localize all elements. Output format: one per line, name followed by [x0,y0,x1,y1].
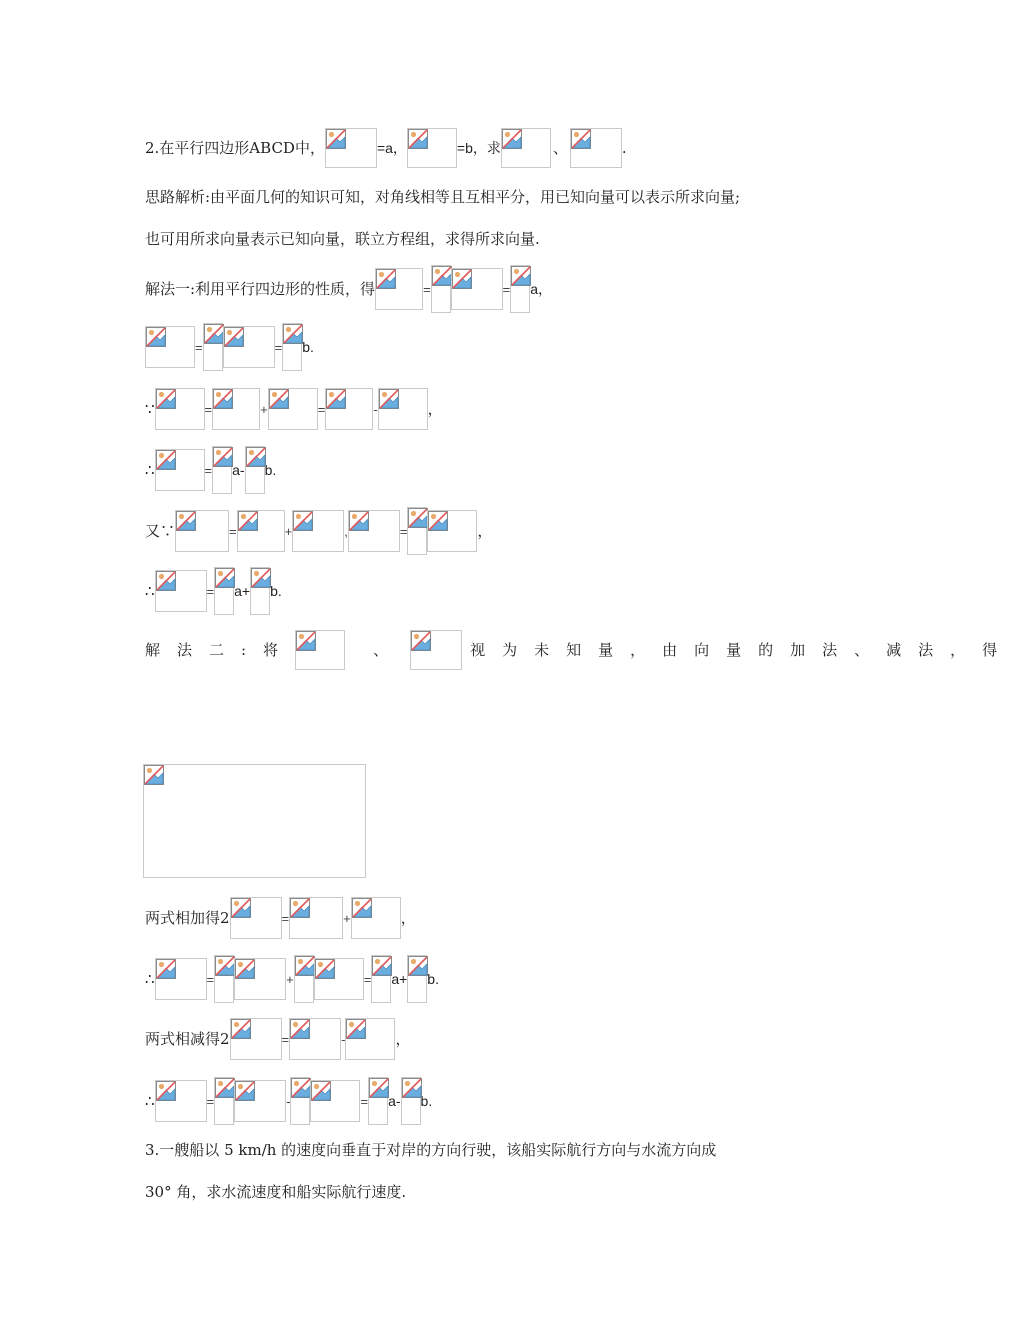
method2-line-1 [145,630,1014,670]
b-dot: b. [264,462,277,478]
fraction-image [407,955,427,1003]
minus: - [341,1031,346,1047]
broken-image-icon [408,508,428,528]
broken-image-icon [235,1081,255,1101]
b-dot: b. [270,583,282,599]
broken-image-icon [369,1078,389,1098]
vector-image [310,1080,360,1122]
broken-image-icon [376,269,396,289]
plus: + [343,910,351,926]
equals: = [229,523,237,539]
broken-image-icon [379,389,399,409]
equals: = [281,910,290,926]
method1-line-6 [145,567,282,615]
broken-image-icon [224,327,244,347]
plus: + [260,401,268,417]
method1-line-2 [145,323,314,371]
fraction-image [294,955,314,1003]
therefore-symbol: ∴ [145,581,155,600]
broken-image-icon [349,511,369,531]
broken-image-icon [432,266,452,286]
q2-eq-b: =b，求 [456,140,501,156]
broken-image-icon [452,269,472,289]
method2-intro: 解法二:将 [145,640,296,659]
vector-image [378,388,428,430]
vector-image [230,897,282,939]
vector-image [501,128,551,168]
fraction-image [203,323,223,371]
broken-image-icon [290,1019,310,1039]
fraction-image [214,1077,234,1125]
broken-image-icon [511,266,531,286]
broken-image-icon [213,389,233,409]
analysis-line-1 [145,190,740,205]
broken-image-icon [215,956,235,976]
vector-image [234,958,286,1000]
plus: + [286,971,294,987]
fraction-image [368,1077,388,1125]
vector-image [155,449,205,491]
equals: = [360,1093,369,1109]
broken-image-icon [291,1078,311,1098]
method1-intro: 解法一:利用平行四边形的性质，得 [145,279,376,298]
broken-image-icon [283,324,303,344]
fraction-image [214,955,234,1003]
vector-image [155,958,207,1000]
broken-image-icon [402,1078,422,1098]
broken-image-icon [156,959,176,979]
because-symbol: ∵ [145,399,155,418]
method2-text: 视为未知量，由向量的加法、减法，得 [470,640,1014,659]
vector-image [427,510,477,552]
broken-image-icon [408,129,428,149]
broken-image-icon [231,898,251,918]
vector-image [570,128,622,168]
broken-image-icon [326,389,346,409]
broken-image-icon [296,631,316,651]
equals: = [274,339,283,355]
fraction-image [510,265,530,313]
broken-image-icon [156,389,176,409]
equals: = [206,583,215,599]
fraction-image [431,265,451,313]
vector-image [268,388,318,430]
broken-image-icon [156,571,176,591]
q3-text-1: 3.一艘船以 5 km/h 的速度向垂直于对岸的方向行驶，该船实际航行方向与水流方向成 [145,1141,717,1159]
equals: = [195,339,203,355]
method2-diff-result [145,1077,432,1125]
vector-image [410,630,462,670]
fraction-image [212,446,232,494]
q2-sep: 、 [552,138,568,157]
analysis-text-1: 思路解析:由平面几何的知识可知，对角线相等且互相平分，用已知向量可以表示所求向量; [145,188,741,206]
vector-image [351,897,401,939]
q3-line-2 [145,1185,406,1200]
vector-image [451,268,503,310]
broken-image-icon [411,631,431,651]
vector-image [155,388,205,430]
broken-image-icon [215,1078,235,1098]
broken-image-icon [144,765,164,785]
vector-image [295,630,345,670]
a-minus: a- [388,1093,401,1109]
vector-image [375,268,423,310]
broken-image-icon [352,898,372,918]
vector-image [234,1080,286,1122]
therefore-symbol: ∴ [145,1091,155,1110]
equals: = [363,971,372,987]
broken-image-icon [315,959,335,979]
analysis-line-2 [145,232,540,247]
equation-system-image [143,764,366,882]
vector-image [155,570,207,612]
vector-image [175,510,229,552]
broken-image-icon [295,956,315,976]
therefore-symbol: ∴ [145,969,155,988]
vector-image [143,764,366,878]
vector-image [292,510,344,552]
broken-image-icon [215,568,235,588]
method2-sum-line [145,897,416,939]
plus: + [284,523,293,539]
broken-image-icon [408,956,428,976]
also-because: 又∵ [145,521,176,540]
broken-image-icon [346,1019,366,1039]
broken-image-icon [231,1019,251,1039]
broken-image-icon [246,447,266,467]
analysis-text-2: 也可用所求向量表示已知向量，联立方程组，求得所求向量. [145,230,540,248]
b-dot: b. [427,971,439,987]
broken-image-icon [326,129,346,149]
diff-intro: 两式相减得2 [145,1029,230,1048]
method2-sep: 、 [373,640,389,659]
method2-sum-result [145,955,439,1003]
broken-image-icon [235,959,255,979]
fraction-image [214,567,234,615]
comma: , [344,523,348,539]
broken-image-icon [204,324,224,344]
broken-image-icon [502,129,522,149]
vector-image [145,326,195,368]
q3-line-1 [145,1143,716,1158]
minus: - [286,1093,291,1109]
equals: = [423,281,431,297]
q2-end: . [621,138,627,157]
fraction-image [371,955,391,1003]
vector-image [325,388,373,430]
vector-image [212,388,260,430]
vector-image [237,510,285,552]
q2-prefix: 2.在平行四边形ABCD中， [145,138,325,157]
broken-image-icon [293,511,313,531]
minus: - [373,401,378,417]
vector-image [289,897,343,939]
vector-image [155,1080,207,1122]
broken-image-icon [571,129,591,149]
q3-text-2: 30° 角，求水流速度和船实际航行速度. [145,1183,407,1201]
equals: = [502,281,511,297]
broken-image-icon [251,568,271,588]
broken-image-icon [213,447,233,467]
b-dot: b. [420,1093,433,1109]
broken-image-icon [269,389,289,409]
sum-intro: 两式相加得2 [145,908,230,927]
comma: ， [477,521,493,540]
therefore-symbol: ∴ [145,460,155,479]
broken-image-icon [372,956,392,976]
comma: ， [395,1029,411,1048]
broken-image-icon [238,511,258,531]
equals: = [204,462,213,478]
broken-image-icon [176,511,196,531]
broken-image-icon [156,450,176,470]
equals: = [317,401,326,417]
vector-image [289,1018,341,1060]
q2-eq-a: =a， [376,140,407,156]
method1-line-1 [145,265,552,313]
comma: ， [400,908,416,927]
fraction-image [245,446,265,494]
fraction-image [407,507,427,555]
broken-image-icon [146,327,166,347]
method1-line-3 [145,388,443,430]
vector-image [230,1018,282,1060]
comma: ， [427,399,443,418]
equals: = [399,523,408,539]
vector-image [348,510,400,552]
fraction-image [401,1077,421,1125]
a-plus: a+ [234,583,251,599]
vector-image [407,128,457,168]
method2-diff-line [145,1018,411,1060]
b-end: b. [302,339,314,355]
vector-image [345,1018,395,1060]
a-plus: a+ [391,971,408,987]
equals: = [281,1031,290,1047]
equals: = [204,401,213,417]
fraction-image [290,1077,310,1125]
broken-image-icon [156,1081,176,1101]
vector-image [325,128,377,168]
a-end: a， [530,281,553,297]
equals: = [206,1093,215,1109]
method1-line-4 [145,446,276,494]
fraction-image [250,567,270,615]
q2-line [145,128,627,168]
method1-line-5 [145,507,492,555]
fraction-image [282,323,302,371]
broken-image-icon [428,511,448,531]
vector-image [223,326,275,368]
broken-image-icon [290,898,310,918]
broken-image-icon [311,1081,331,1101]
a-minus: a- [232,462,245,478]
equals: = [206,971,215,987]
vector-image [314,958,364,1000]
